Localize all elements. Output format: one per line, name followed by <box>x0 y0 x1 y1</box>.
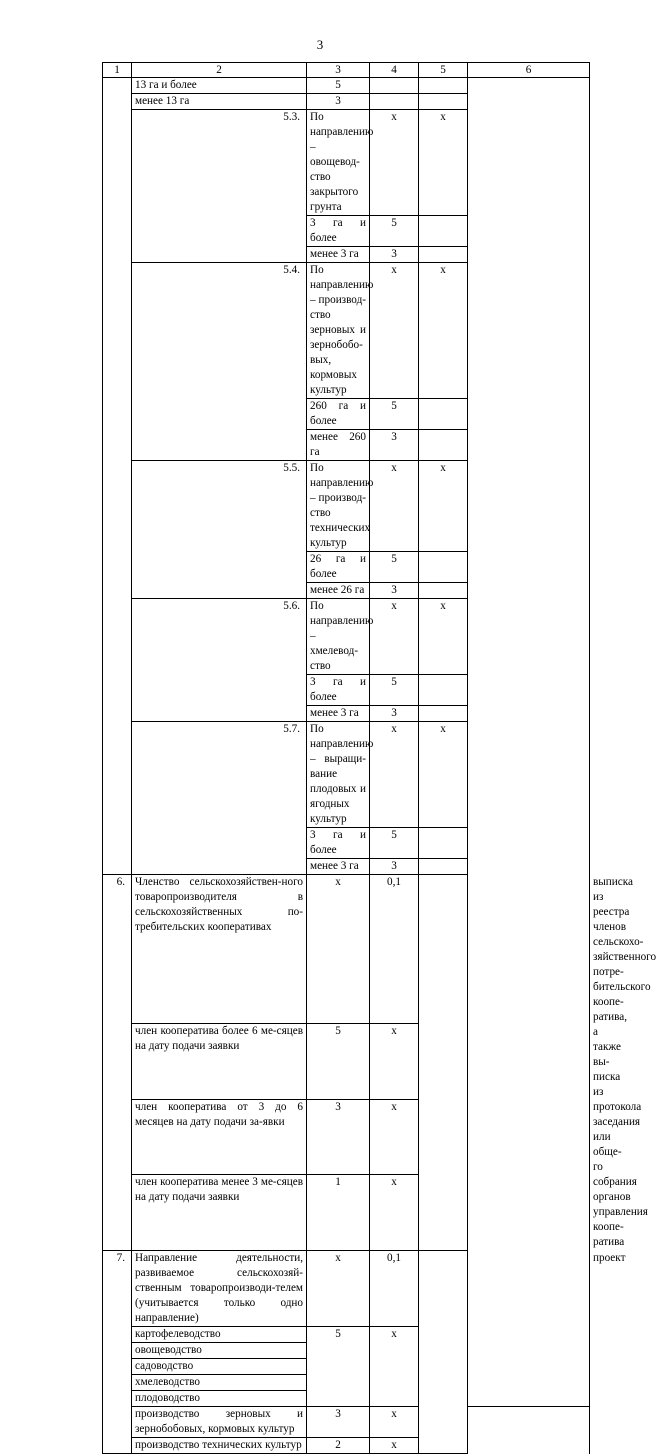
row-label: менее 3 га <box>307 706 370 722</box>
row-label: 13 га и более <box>132 78 307 94</box>
row-col3: 3 <box>307 1407 370 1438</box>
row-score: 5 <box>370 216 419 247</box>
row-label: плодоводство <box>132 1391 307 1407</box>
row-label: хмелеводство <box>132 1375 307 1391</box>
row-col3: 3 <box>307 1099 370 1175</box>
row-col4: х <box>419 110 468 216</box>
row-label: член кооператива более 6 ме-сяцев на дату подачи заявки <box>132 1023 307 1099</box>
row-label: По направлению – выращи-вание плодовых и ягодных культур <box>307 722 370 828</box>
row-label: член кооператива менее 3 ме-сяцев на дату подачи заявки <box>132 1175 307 1251</box>
row-label: член кооператива от 3 до 6 месяцев на дату подачи за-явки <box>132 1099 307 1175</box>
criteria-table <box>102 62 656 1454</box>
row-score: 3 <box>370 247 419 263</box>
header-col-4: 4 <box>370 63 419 78</box>
row-score: 5 <box>370 675 419 706</box>
row-score: 3 <box>370 706 419 722</box>
row-label: 3 га и более <box>307 216 370 247</box>
row-col3: х <box>370 110 419 216</box>
table-row <box>103 78 590 94</box>
header-col-2: 2 <box>132 63 307 78</box>
row-label: 26 га и более <box>307 552 370 583</box>
row-label: По направлению – овощевод-ство закрытого грунта <box>307 110 370 216</box>
row-label: По направлению – производ-ство технических культур <box>307 461 370 552</box>
row-label: картофелеводство <box>132 1327 307 1343</box>
row-label: производство зерновых и зернобобовых, кормовых культур <box>132 1407 307 1438</box>
row-score: 3 <box>370 859 419 875</box>
table-row <box>103 1438 590 1454</box>
row-col4: 0,1 <box>370 875 419 1024</box>
header-row <box>103 63 590 78</box>
row-col4: х <box>370 1407 419 1438</box>
col6-blank <box>468 78 590 1407</box>
row-col4: х <box>370 1327 419 1407</box>
row-col3: 2 <box>307 1438 370 1454</box>
row-number: 5.6. <box>132 599 307 722</box>
row-number: 7. <box>103 1251 132 1454</box>
row-col3: х <box>370 263 419 399</box>
row-label: менее 3 га <box>307 247 370 263</box>
row-label: менее 260 га <box>307 430 370 461</box>
row-col3: х <box>370 599 419 675</box>
row-label: Членство сельскохозяйствен-ного товаропроизводителя в сельскохозяйственных по-требительских кооперативах <box>132 875 307 1024</box>
row-score: 3 <box>370 430 419 461</box>
row-number: 5.7. <box>132 722 307 875</box>
row-col3: х <box>307 875 370 1024</box>
row-col4: х <box>370 1175 419 1251</box>
table-row <box>103 1407 590 1438</box>
row-col4: х <box>419 461 468 552</box>
header-col-5: 5 <box>419 63 468 78</box>
row-col4: х <box>370 1438 419 1454</box>
row-col4: х <box>370 1099 419 1175</box>
row-label: менее 26 га <box>307 583 370 599</box>
header-col-3: 3 <box>307 63 370 78</box>
row-label: По направлению – хмелевод-ство <box>307 599 370 675</box>
row-col3: х <box>370 722 419 828</box>
header-col-6: 6 <box>468 63 590 78</box>
table-row: 6. Членство сельскохозяйствен-ного товаропроизводителя в сельскохозяйственных по-требительских кооперативах х 0,1 выписка из реестра членов сельскохо-зяйственного потре-бительского коопе-ратива, а также вы-писка из протокола заседания или обще-го собрания органов управления коопе-ратива <box>103 875 590 1024</box>
row-number: 5.5. <box>132 461 307 599</box>
table-row: 7. Направление деятельности, развиваемое сельскохозяй-ственным товаропроизводи-телем (учитывается только одно направление) х 0,1 проект <box>103 1251 590 1327</box>
row-col4: х <box>370 1023 419 1099</box>
row-number: 6. <box>103 875 132 1251</box>
row-score: 3 <box>307 94 370 110</box>
row-col4: х <box>419 722 468 828</box>
row-score: 5 <box>370 552 419 583</box>
row-score: 5 <box>370 828 419 859</box>
row-score: 5 <box>307 78 370 94</box>
header-col-1: 1 <box>103 63 132 78</box>
row-col3: х <box>370 461 419 552</box>
row-label: менее 13 га <box>132 94 307 110</box>
row-col3: 5 <box>307 1327 370 1407</box>
row-label: Направление деятельности, развиваемое сельскохозяй-ственным товаропроизводи-телем (учитывается только одно направление) <box>132 1251 307 1327</box>
row-label: 3 га и более <box>307 675 370 706</box>
row-score: 3 <box>370 583 419 599</box>
row-col3: х <box>307 1251 370 1327</box>
row-col4: х <box>419 599 468 675</box>
row-label: 3 га и более <box>307 828 370 859</box>
row-label: производство технических культур <box>132 1438 307 1454</box>
row-score: 5 <box>370 399 419 430</box>
row-label: овощеводство <box>132 1343 307 1359</box>
row-label: 260 га и более <box>307 399 370 430</box>
row-number: 5.4. <box>132 263 307 461</box>
row-label: По направлению – производ-ство зерновых и зернобобо-вых, кормовых культур <box>307 263 370 399</box>
row-col3: 5 <box>307 1023 370 1099</box>
page-number: 3 <box>316 37 324 52</box>
row-col3: 1 <box>307 1175 370 1251</box>
row-label: менее 3 га <box>307 859 370 875</box>
row-col4: 0,1 <box>370 1251 419 1327</box>
row-label: садоводство <box>132 1359 307 1375</box>
row-number: 5.3. <box>132 110 307 263</box>
row-col4: х <box>419 263 468 399</box>
